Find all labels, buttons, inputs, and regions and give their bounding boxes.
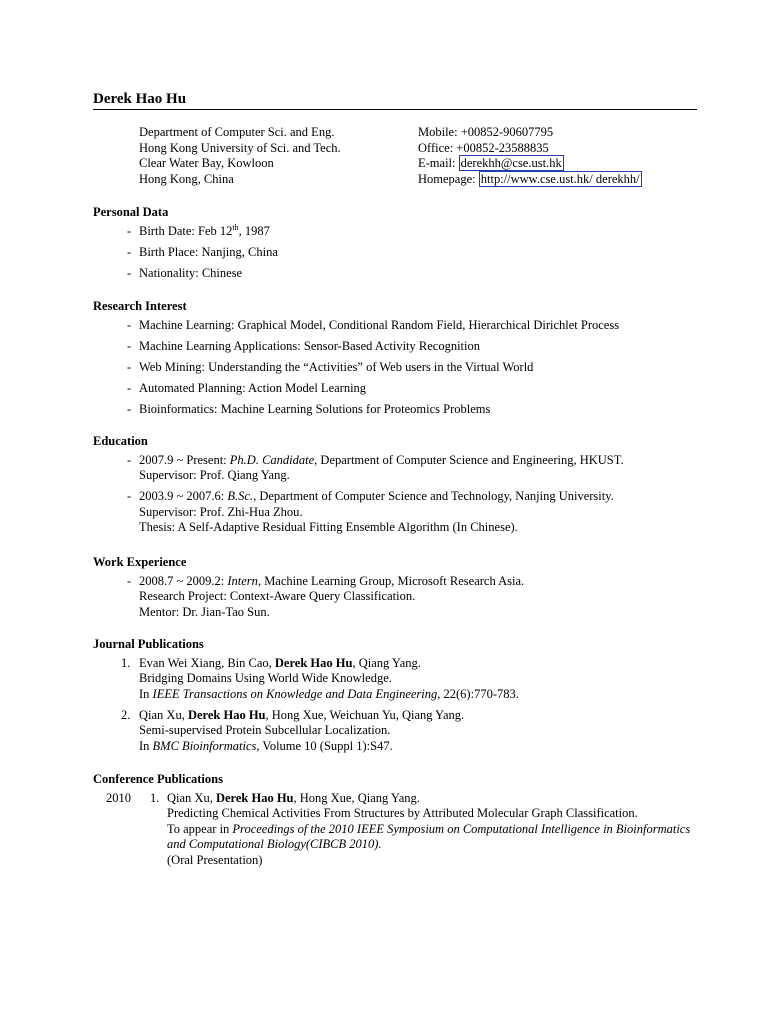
list-item: - Birth Date: Feb 12th, 1987 bbox=[127, 222, 270, 238]
work-entry bbox=[139, 574, 713, 590]
education-list bbox=[93, 453, 713, 536]
degree: Ph.D. Candidate bbox=[229, 452, 315, 467]
self-author: Derek Hao Hu bbox=[215, 790, 294, 805]
list-item bbox=[93, 656, 713, 703]
date-range: 2008.7 ~ 2009.2: bbox=[139, 573, 228, 588]
list-item: - 2003.9 ~ 2007.6: B.Sc., Department of Computer Science and Technology, Nanjing University. Supervisor: Prof. Zhi-Hua Zhou. Thesis: A Self-Adaptive Residual Fitting Ensemble Algorithm (In Chinese). bbox=[93, 489, 713, 536]
ordinal-suffix: th bbox=[232, 222, 239, 232]
venue-line bbox=[167, 822, 713, 838]
list-item: - Machine Learning: Graphical Model, Conditional Random Field, Hierarchical Dirichlet Process bbox=[127, 317, 620, 332]
office-number: Office: +00852-23588835 bbox=[418, 140, 549, 155]
address-line: Department of Computer Sci. and Eng. bbox=[139, 125, 335, 139]
presentation-note: (Oral Presentation) bbox=[167, 852, 263, 867]
venue: Proceedings of the 2010 IEEE Symposium on Computational Intelligence in Bioinformatics bbox=[232, 821, 691, 836]
nationality: Nationality: Chinese bbox=[139, 265, 243, 280]
work-experience-section bbox=[93, 555, 713, 626]
venue-prefix: To appear in bbox=[167, 821, 233, 836]
address-line: Hong Kong, China bbox=[139, 171, 234, 186]
section-title: Education bbox=[93, 434, 148, 448]
journal-publications-section bbox=[93, 637, 713, 760]
thesis: Thesis: A Self-Adaptive Residual Fitting Ensemble Algorithm (In Chinese). bbox=[139, 520, 518, 534]
authors bbox=[139, 708, 713, 724]
email-link[interactable]: derekhh@cse.ust.hk bbox=[460, 156, 562, 170]
supervisor: Supervisor: Prof. Zhi-Hua Zhou. bbox=[139, 504, 303, 519]
degree: B.Sc. bbox=[227, 489, 254, 503]
venue-line bbox=[167, 837, 713, 853]
paper-title: Semi-supervised Protein Subcellular Localization. bbox=[139, 723, 391, 737]
list-item: - 2008.7 ~ 2009.2: Intern, Machine Learning Group, Microsoft Research Asia. Research Project: Context-Aware Query Classification. Mentor: Dr. Jian-Tao Sun. bbox=[93, 574, 713, 621]
item-number: 2. bbox=[121, 707, 131, 722]
venue-details: , 22(6):770-783. bbox=[437, 686, 519, 701]
journal-list bbox=[93, 656, 713, 755]
venue: BMC Bioinformatics bbox=[152, 738, 257, 753]
address-line: Clear Water Bay, Kowloon bbox=[139, 156, 274, 170]
address-line: Hong Kong University of Sci. and Tech. bbox=[139, 140, 341, 155]
item-number: 1. bbox=[150, 790, 160, 805]
institution: , Department of Computer Science and Engineering, HKUST. bbox=[314, 452, 624, 467]
research-item: Machine Learning Applications: Sensor-Based Activity Recognition bbox=[139, 338, 481, 353]
personal-data-section bbox=[93, 205, 713, 287]
section-title: Personal Data bbox=[93, 205, 169, 219]
birth-place: Birth Place: Nanjing, China bbox=[139, 244, 278, 259]
research-item: Automated Planning: Action Model Learning bbox=[139, 380, 367, 395]
venue: and Computational Biology(CIBCB 2010). bbox=[167, 837, 382, 851]
self-author: Derek Hao Hu bbox=[274, 655, 353, 670]
work-list bbox=[93, 574, 713, 621]
paper-title: Bridging Domains Using World Wide Knowledge. bbox=[139, 671, 392, 685]
list-item bbox=[93, 708, 713, 755]
education-entry bbox=[139, 489, 713, 505]
education-entry bbox=[139, 453, 713, 469]
email-label: E-mail: bbox=[418, 156, 459, 170]
venue-line bbox=[139, 687, 713, 703]
coauthors: Evan Wei Xiang, Bin Cao, bbox=[139, 655, 275, 670]
phone-web-block bbox=[418, 125, 708, 187]
list-item: - 2007.9 ~ Present: Ph.D. Candidate, Department of Computer Science and Engineering, HKUST. Supervisor: Prof. Qiang Yang. bbox=[93, 453, 713, 484]
list-item: - Web Mining: Understanding the “Activities” of Web users in the Virtual World bbox=[127, 359, 534, 374]
research-interest-list bbox=[93, 318, 713, 418]
authors bbox=[167, 791, 713, 807]
venue-prefix: In bbox=[139, 686, 153, 701]
research-item: Bioinformatics: Machine Learning Solutions for Proteomics Problems bbox=[139, 401, 491, 416]
section-title: Journal Publications bbox=[93, 637, 204, 651]
address-block bbox=[139, 125, 399, 187]
coauthors: , Qiang Yang. bbox=[352, 655, 421, 670]
section-title: Work Experience bbox=[93, 555, 187, 569]
mobile-number: Mobile: +00852-90607795 bbox=[418, 125, 554, 139]
conference-entry bbox=[93, 791, 713, 869]
venue-details: , Volume 10 (Suppl 1):S47. bbox=[256, 738, 393, 753]
venue-line bbox=[139, 739, 713, 755]
research-interest-section bbox=[93, 299, 713, 423]
publication-year: 2010 bbox=[106, 790, 131, 805]
research-item: Machine Learning: Graphical Model, Conditional Random Field, Hierarchical Dirichlet Process bbox=[139, 317, 620, 332]
homepage-link[interactable]: http://www.cse.ust.hk/ derekhh/ bbox=[480, 171, 640, 186]
section-title: Research Interest bbox=[93, 299, 187, 313]
authors bbox=[139, 656, 713, 672]
coauthors: Qian Xu, bbox=[139, 707, 188, 722]
cv-name-heading: Derek Hao Hu bbox=[93, 90, 697, 110]
role: Intern bbox=[227, 573, 258, 588]
email-row bbox=[418, 156, 708, 172]
self-author: Derek Hao Hu bbox=[187, 707, 266, 722]
list-item: - Automated Planning: Action Model Learning bbox=[127, 380, 367, 395]
personal-data-list bbox=[93, 224, 713, 282]
coauthors: Qian Xu, bbox=[167, 790, 216, 805]
section-title: Conference Publications bbox=[93, 772, 223, 786]
venue: IEEE Transactions on Knowledge and Data Engineering bbox=[152, 686, 438, 701]
coauthors: , Hong Xue, Weichuan Yu, Qiang Yang. bbox=[265, 707, 465, 722]
item-number: 1. bbox=[121, 655, 131, 670]
conference-publications-section bbox=[93, 772, 713, 868]
coauthors: , Hong Xue, Qiang Yang. bbox=[293, 790, 420, 805]
institution: , Department of Computer Science and Technology, Nanjing University. bbox=[253, 489, 614, 503]
list-item: - Nationality: Chinese bbox=[127, 265, 243, 280]
list-item: - Birth Place: Nanjing, China bbox=[127, 244, 278, 259]
homepage-label: Homepage: bbox=[418, 171, 479, 186]
supervisor: Supervisor: Prof. Qiang Yang. bbox=[139, 468, 290, 482]
birth-year: , 1987 bbox=[238, 223, 270, 238]
date-range: 2003.9 ~ 2007.6: bbox=[139, 489, 228, 503]
paper-title: Predicting Chemical Activities From Structures by Attributed Molecular Graph Classification. bbox=[167, 806, 638, 820]
education-section bbox=[93, 434, 713, 541]
research-project: Research Project: Context-Aware Query Classification. bbox=[139, 589, 416, 603]
list-item: - Bioinformatics: Machine Learning Solutions for Proteomics Problems bbox=[127, 401, 491, 416]
homepage-row bbox=[418, 172, 708, 188]
conference-body bbox=[93, 791, 713, 869]
organization: , Machine Learning Group, Microsoft Research Asia. bbox=[257, 573, 525, 588]
date-range: 2007.9 ~ Present: bbox=[139, 452, 230, 467]
birth-date-text: Birth Date: Feb 12 bbox=[139, 223, 233, 238]
venue-prefix: In bbox=[139, 738, 153, 753]
list-item: - Machine Learning Applications: Sensor-Based Activity Recognition bbox=[127, 338, 481, 353]
mentor: Mentor: Dr. Jian-Tao Sun. bbox=[139, 604, 270, 619]
research-item: Web Mining: Understanding the “Activities” of Web users in the Virtual World bbox=[139, 359, 534, 374]
